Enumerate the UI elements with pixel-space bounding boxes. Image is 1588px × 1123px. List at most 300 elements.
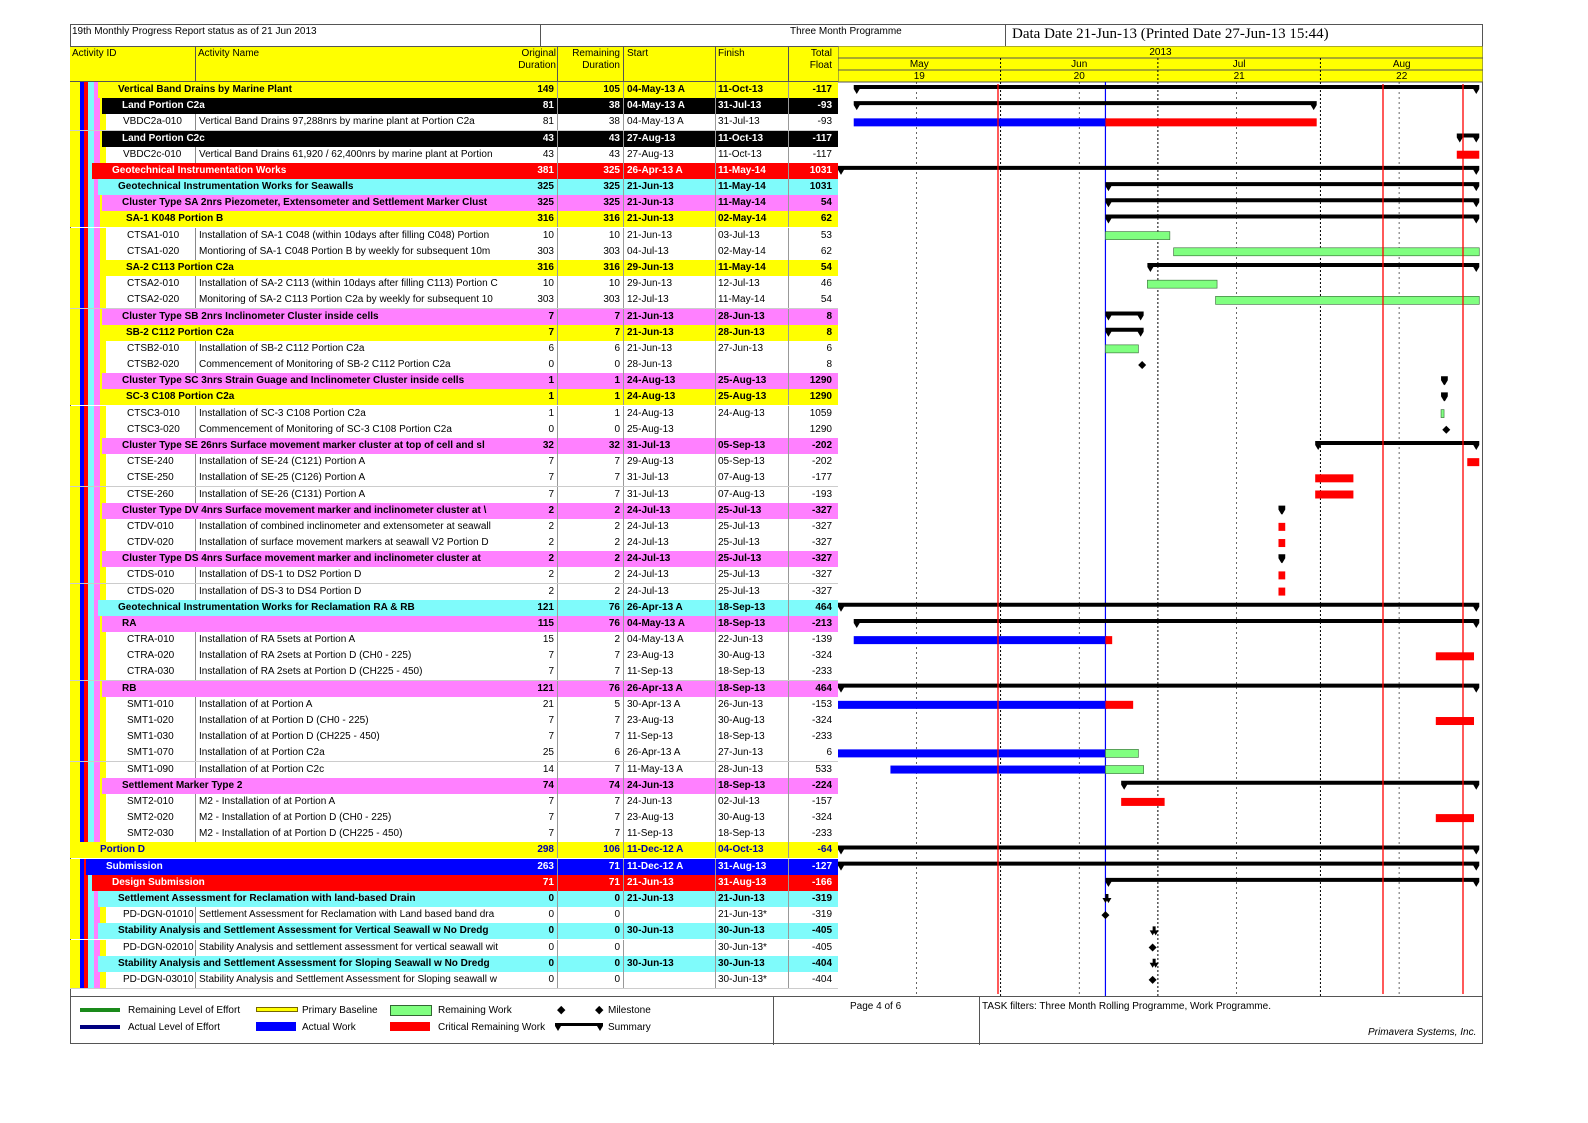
original-duration: 298: [537, 844, 554, 856]
activity-row[interactable]: [70, 470, 838, 487]
cell-divider: [557, 826, 558, 842]
finish-date: 31-Aug-13: [718, 860, 767, 872]
wbs-row[interactable]: [70, 98, 838, 114]
hierarchy-stripes: [70, 228, 110, 244]
original-duration: 1: [548, 391, 554, 403]
original-duration: 14: [542, 763, 554, 775]
cell-divider: [557, 503, 558, 519]
activity-row[interactable]: [70, 276, 838, 293]
cell-divider: [715, 179, 716, 195]
cell-divider: [788, 535, 789, 551]
activity-name: Montioring of SA-1 C048 Portion B by weekly for subsequent 10m: [199, 245, 491, 257]
activity-id: CTRA-030: [127, 666, 175, 678]
total-float: 1290: [809, 375, 832, 387]
remaining-duration: 303: [603, 245, 620, 257]
cell-divider: [788, 373, 789, 389]
milestone-icon: ◆: [595, 1004, 604, 1016]
hierarchy-stripes: [70, 82, 98, 98]
header-divider: [1005, 24, 1006, 46]
legend-swatch-crw: [390, 1022, 430, 1031]
activity-name: Installation of at Portion A: [199, 698, 313, 710]
wbs-name: Submission: [106, 860, 163, 872]
activity-row[interactable]: [70, 454, 838, 471]
activity-row[interactable]: [70, 147, 838, 164]
activity-id: CTRA-010: [127, 634, 175, 646]
wbs-row[interactable]: [70, 503, 838, 519]
start-date: 23-Aug-13: [627, 650, 674, 662]
total-float: -319: [811, 909, 832, 921]
cell-divider: [715, 276, 716, 292]
milestone-marker: [1149, 976, 1157, 984]
cell-divider: [788, 389, 789, 405]
activity-row[interactable]: [70, 535, 838, 552]
activity-id: SMT1-010: [127, 698, 174, 710]
cell-divider: [623, 276, 624, 292]
wbs-row[interactable]: [70, 325, 838, 341]
summary-bar: [1105, 182, 1479, 191]
activity-row[interactable]: [70, 519, 838, 536]
wbs-name: Stability Analysis and Settlement Assessment for Vertical Seawall w No Dredg: [118, 925, 489, 937]
col-remaining-duration: [566, 48, 620, 72]
activity-row[interactable]: [70, 810, 838, 827]
original-duration: 21: [542, 698, 554, 710]
cell-divider: [195, 114, 196, 130]
hierarchy-stripes: [70, 389, 106, 405]
hierarchy-stripes: [70, 956, 98, 972]
cell-divider: [623, 535, 624, 551]
cell-divider: [623, 260, 624, 276]
column-header: [70, 46, 838, 82]
activity-id: CTSA1-010: [127, 229, 180, 241]
milestone-marker: [1149, 944, 1157, 952]
critical-bar: [1278, 539, 1285, 547]
original-duration: 325: [537, 181, 554, 193]
finish-date: 11-May-14: [718, 261, 766, 273]
cell-divider: [623, 325, 624, 341]
remaining-duration: 7: [614, 715, 620, 727]
cell-divider: [715, 567, 716, 583]
activity-id: SMT1-090: [127, 763, 174, 775]
cell-divider: [715, 454, 716, 470]
remaining-duration: 7: [614, 828, 620, 840]
critical-bar: [1278, 571, 1285, 579]
cell-divider: [715, 228, 716, 244]
activity-id: CTDV-020: [127, 537, 174, 549]
activity-row[interactable]: [70, 228, 838, 245]
year-label: 2013: [1149, 47, 1172, 58]
activity-name: Installation of SC-3 C108 Portion C2a: [199, 407, 366, 419]
finish-date: 07-Aug-13: [718, 472, 765, 484]
cell-divider: [557, 794, 558, 810]
activity-name: Commencement of Monitoring of SB-2 C112 Portion C2a: [199, 359, 451, 371]
activity-id: SMT1-020: [127, 715, 174, 727]
total-float: -327: [811, 504, 832, 516]
start-date: 30-Jun-13: [627, 925, 674, 937]
original-duration: 10: [542, 278, 554, 290]
cell-divider: [788, 891, 789, 907]
activity-row[interactable]: [70, 357, 838, 374]
wbs-row[interactable]: [70, 551, 838, 567]
finish-date: 28-Jun-13: [718, 763, 764, 775]
hierarchy-stripes: [70, 810, 110, 826]
hierarchy-stripes: [70, 551, 102, 567]
critical-bar: [1436, 652, 1474, 660]
activity-row[interactable]: [70, 567, 838, 584]
critical-bar: [1121, 798, 1164, 806]
cell-divider: [715, 940, 716, 956]
cell-divider: [715, 826, 716, 842]
cell-divider: [715, 341, 716, 357]
cell-divider: [715, 907, 716, 923]
start-date: 23-Aug-13: [627, 812, 674, 824]
wbs-name: Land Portion C2a: [122, 100, 205, 112]
cell-divider: [557, 163, 558, 179]
activity-row[interactable]: [70, 826, 838, 843]
original-duration: 2: [548, 520, 554, 532]
wbs-row[interactable]: [70, 842, 838, 858]
cell-divider: [715, 923, 716, 939]
wbs-row[interactable]: [70, 681, 838, 697]
finish-date: 11-May-14: [718, 181, 766, 193]
wbs-name: Cluster Type SA 2nrs Piezometer, Extensometer and Settlement Marker Clust: [122, 197, 488, 209]
finish-date: 26-Jun-13: [718, 698, 764, 710]
wbs-row[interactable]: [70, 875, 838, 891]
activity-row[interactable]: [70, 292, 838, 309]
remaining-duration: 2: [614, 585, 620, 597]
finish-date: 18-Sep-13: [718, 617, 766, 629]
legend-rloe: Remaining Level of Effort: [128, 1005, 241, 1016]
total-float: -93: [817, 100, 832, 112]
original-duration: 15: [542, 634, 554, 646]
total-float: -224: [811, 779, 832, 791]
finish-date: 11-Oct-13: [718, 148, 762, 160]
wbs-row[interactable]: [70, 616, 838, 632]
activity-row[interactable]: [70, 406, 838, 423]
hierarchy-stripes: [70, 632, 110, 648]
summary-bar: [1121, 781, 1479, 790]
wbs-row[interactable]: [70, 211, 838, 227]
activity-row[interactable]: [70, 729, 838, 746]
hierarchy-stripes: [70, 778, 102, 794]
finish-date: 31-Jul-13: [718, 116, 760, 128]
wbs-row[interactable]: [70, 600, 838, 616]
hierarchy-stripes: [70, 131, 102, 147]
activity-name: Vertical Band Drains 97,288nrs by marine plant at Portion C2a: [199, 116, 475, 128]
cell-divider: [715, 244, 716, 260]
total-float: -233: [811, 731, 832, 743]
wbs-row[interactable]: [70, 891, 838, 907]
remaining-duration: 7: [614, 456, 620, 468]
milestone-marker: [1138, 361, 1146, 369]
cell-divider: [557, 228, 558, 244]
finish-date: 24-Aug-13: [718, 407, 765, 419]
cell-divider: [715, 131, 716, 147]
cell-divider: [195, 632, 196, 648]
remaining-duration: 7: [614, 326, 620, 338]
cell-divider: [788, 292, 789, 308]
cell-divider: [557, 729, 558, 745]
cell-divider: [715, 794, 716, 810]
cell-divider: [195, 292, 196, 308]
wbs-name: Portion D: [100, 844, 145, 856]
legend: [70, 996, 1483, 1045]
original-duration: 7: [548, 715, 554, 727]
activity-row[interactable]: [70, 648, 838, 665]
finish-date: 28-Jun-13: [718, 326, 765, 338]
activity-row[interactable]: [70, 794, 838, 811]
cell-divider: [557, 940, 558, 956]
summary-bar: [1105, 198, 1479, 207]
original-duration: 381: [537, 164, 554, 176]
wbs-row[interactable]: [70, 438, 838, 454]
remaining-duration: 76: [608, 617, 620, 629]
col-original-duration: [516, 48, 556, 72]
remaining-duration: 0: [614, 925, 620, 937]
cell-divider: [788, 195, 789, 211]
total-float: 8: [826, 310, 832, 322]
cell-divider: [788, 826, 789, 842]
summary-bar: [1278, 506, 1285, 515]
hierarchy-stripes: [70, 325, 106, 341]
cell-divider: [788, 357, 789, 373]
remaining-duration: 316: [603, 261, 620, 273]
activity-row[interactable]: [70, 584, 838, 601]
cell-divider: [623, 228, 624, 244]
remaining-duration: 0: [614, 359, 620, 371]
cell-divider: [195, 228, 196, 244]
total-float: -327: [811, 520, 832, 532]
wbs-row[interactable]: [70, 956, 838, 972]
month-number-label: 20: [1073, 71, 1085, 82]
cell-divider: [715, 519, 716, 535]
hierarchy-stripes: [70, 470, 110, 486]
start-date: 11-Sep-13: [627, 828, 673, 840]
original-duration: 303: [537, 245, 554, 257]
cell-divider: [788, 762, 789, 778]
remaining-bar: [1216, 296, 1480, 304]
activity-name: Installation of RA 5sets at Portion A: [199, 634, 356, 646]
total-float: -117: [812, 132, 832, 144]
cell-divider: [788, 519, 789, 535]
remaining-duration: 106: [603, 844, 620, 856]
hierarchy-stripes: [70, 147, 106, 163]
cell-divider: [557, 907, 558, 923]
cell-divider: [715, 82, 716, 98]
remaining-duration: 6: [614, 747, 620, 759]
wbs-row[interactable]: [70, 179, 838, 195]
cell-divider: [788, 664, 789, 680]
wbs-name: Geotechnical Instrumentation Works for Reclamation RA & RB: [118, 601, 415, 613]
cell-divider: [623, 406, 624, 422]
cell-divider: [788, 244, 789, 260]
cell-divider: [788, 907, 789, 923]
month-number-label: 22: [1396, 71, 1408, 82]
finish-date: 30-Jun-13: [718, 925, 765, 937]
hierarchy-stripes: [70, 373, 102, 389]
hierarchy-stripes: [70, 762, 110, 778]
activity-name: Stability Analysis and settlement assessment for vertical seawall wit: [199, 941, 499, 953]
cell-divider: [715, 292, 716, 308]
cell-divider: [715, 972, 716, 988]
col-activity-id: Activity ID: [72, 48, 117, 59]
hierarchy-stripes: [70, 729, 110, 745]
remaining-duration: 7: [614, 488, 620, 500]
activity-row[interactable]: [70, 341, 838, 358]
wbs-row[interactable]: [70, 131, 838, 147]
original-duration: 32: [542, 439, 554, 451]
original-duration: 0: [548, 893, 554, 904]
activity-row[interactable]: [70, 972, 838, 989]
activity-row[interactable]: [70, 244, 838, 261]
total-float: -139: [811, 634, 832, 646]
original-duration: 316: [537, 261, 554, 273]
month-number-label: 19: [913, 71, 925, 82]
cell-divider: [623, 114, 624, 130]
activity-name: Installation of at Portion D (CH0 - 225): [199, 715, 369, 727]
cell-divider: [195, 357, 196, 373]
hierarchy-stripes: [70, 211, 106, 227]
report-header: [70, 24, 1483, 46]
cell-divider: [557, 778, 558, 794]
finish-date: 02-Jul-13: [718, 795, 760, 807]
finish-date: 25-Jul-13: [718, 504, 762, 516]
wbs-name: Settlement Marker Type 2: [122, 779, 243, 791]
cell-divider: [623, 487, 624, 503]
original-duration: 2: [548, 569, 554, 581]
activity-row[interactable]: [70, 713, 838, 730]
total-float: 464: [815, 682, 832, 694]
activity-row[interactable]: [70, 487, 838, 504]
activity-row[interactable]: [70, 940, 838, 957]
wbs-row[interactable]: [70, 389, 838, 405]
start-date: 31-Jul-13: [627, 472, 669, 484]
wbs-row[interactable]: [70, 260, 838, 276]
cell-divider: [715, 956, 716, 972]
total-float: -327: [811, 537, 832, 549]
summary-bar: [1278, 554, 1285, 563]
critical-bar: [1457, 151, 1479, 159]
remaining-bar: [1147, 280, 1217, 288]
original-duration: 0: [548, 941, 554, 953]
month-label: Jun: [1071, 59, 1088, 70]
cell-divider: [788, 842, 789, 858]
original-duration: 0: [548, 925, 554, 937]
summary-bar: [854, 101, 1317, 110]
wbs-row[interactable]: [70, 373, 838, 389]
col-activity-name: Activity Name: [198, 48, 260, 59]
activity-row[interactable]: [70, 632, 838, 649]
milestone-icon: ◆: [557, 1004, 566, 1016]
cell-divider: [557, 810, 558, 826]
remaining-duration: 7: [614, 763, 620, 775]
original-duration: 43: [542, 148, 554, 160]
activity-id: CTSC3-010: [127, 407, 180, 419]
activity-row[interactable]: [70, 762, 838, 779]
wbs-row[interactable]: [70, 859, 838, 875]
summary-bar: [1105, 328, 1143, 337]
summary-bar: [1147, 263, 1479, 272]
remaining-duration: 316: [603, 213, 620, 225]
finish-date: 18-Sep-13: [718, 682, 766, 694]
start-date: 21-Jun-13: [627, 229, 673, 241]
original-duration: 2: [548, 585, 554, 597]
cell-divider: [557, 972, 558, 988]
col-sep: [715, 47, 716, 83]
activity-row[interactable]: [70, 745, 838, 762]
original-duration: 7: [548, 795, 554, 807]
total-float: -324: [811, 650, 832, 662]
cell-divider: [557, 859, 558, 875]
wbs-row[interactable]: [70, 163, 838, 179]
start-date: 25-Aug-13: [627, 423, 674, 435]
col-sep: [557, 47, 558, 83]
cell-divider: [557, 648, 558, 664]
activity-row[interactable]: [70, 697, 838, 714]
cell-divider: [557, 600, 558, 616]
remaining-duration: 7: [614, 310, 620, 322]
wbs-name: Geotechnical Instrumentation Works: [112, 164, 287, 176]
total-float: -193: [811, 488, 832, 500]
cell-divider: [557, 82, 558, 98]
start-date: 04-May-13 A: [627, 116, 684, 128]
cell-divider: [623, 778, 624, 794]
hierarchy-stripes: [70, 503, 102, 519]
cell-divider: [788, 940, 789, 956]
legend-crw: Critical Remaining Work: [438, 1022, 546, 1033]
hierarchy-stripes: [70, 535, 110, 551]
activity-row[interactable]: [70, 664, 838, 681]
wbs-row[interactable]: [70, 195, 838, 211]
cell-divider: [557, 406, 558, 422]
wbs-row[interactable]: [70, 778, 838, 794]
total-float: -213: [811, 617, 832, 629]
activity-row[interactable]: [70, 907, 838, 924]
total-float: -233: [811, 666, 832, 678]
wbs-row[interactable]: [70, 923, 838, 939]
cell-divider: [623, 567, 624, 583]
cell-divider: [623, 826, 624, 842]
finish-date: 02-May-14: [718, 245, 766, 257]
legend-swatch-aw: [256, 1022, 296, 1031]
cell-divider: [788, 648, 789, 664]
cell-divider: [788, 406, 789, 422]
remaining-duration: 0: [614, 957, 620, 969]
cell-divider: [557, 956, 558, 972]
activity-id: CTRA-020: [127, 650, 175, 662]
start-date: 24-Jul-13: [627, 569, 669, 581]
total-float: 62: [820, 213, 832, 225]
remaining-duration: 325: [603, 164, 620, 176]
cell-divider: [788, 503, 789, 519]
finish-date: 25-Jul-13: [718, 537, 760, 549]
activity-id: CTDV-010: [127, 520, 174, 532]
total-float: 533: [815, 763, 832, 775]
activity-id: CTSA2-010: [127, 278, 180, 290]
wbs-name: SC-3 C108 Portion C2a: [126, 391, 235, 403]
month-number-label: 21: [1233, 71, 1245, 82]
cell-divider: [715, 114, 716, 130]
original-duration: 81: [542, 100, 554, 112]
wbs-row[interactable]: [70, 82, 838, 98]
activity-row[interactable]: [70, 422, 838, 439]
legend-aw: Actual Work: [302, 1022, 356, 1033]
activity-row[interactable]: [70, 114, 838, 131]
cell-divider: [557, 713, 558, 729]
legend-ms: Milestone: [608, 1005, 651, 1016]
cell-divider: [557, 923, 558, 939]
wbs-name: Cluster Type SE 26nrs Surface movement marker cluster at top of cell and sl: [122, 439, 485, 451]
wbs-row[interactable]: [70, 309, 838, 325]
